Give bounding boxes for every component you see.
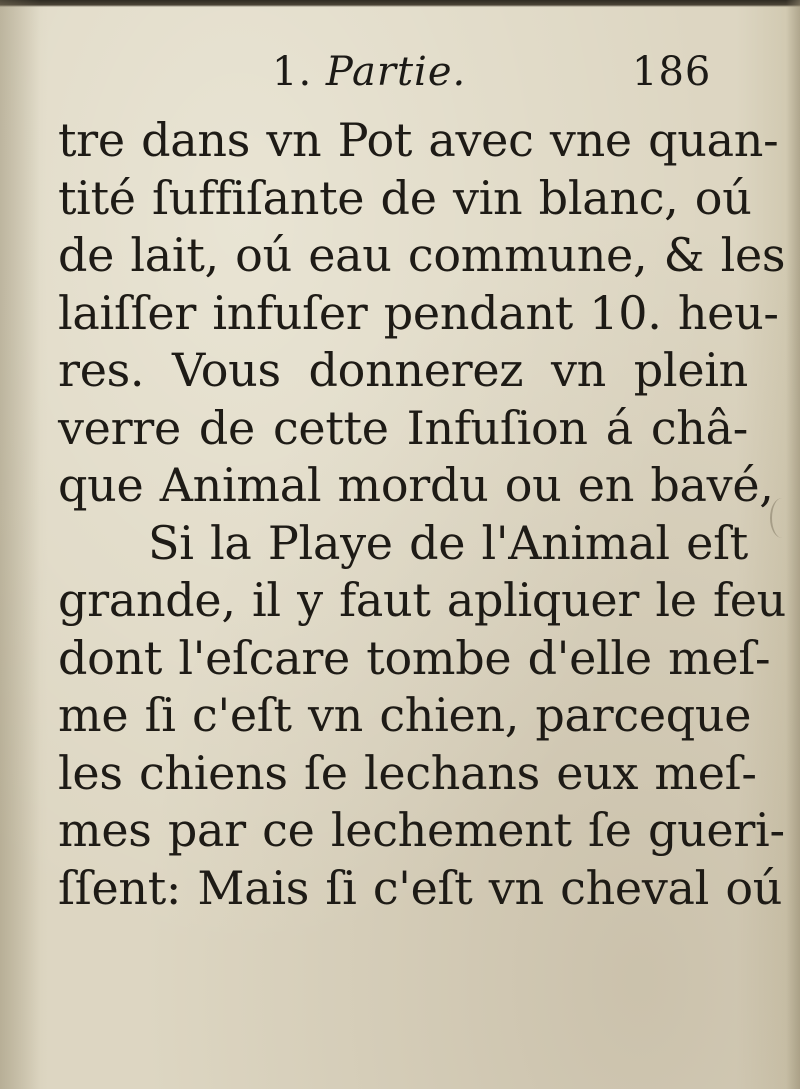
text-line: les chiens ſe lechans eux meſ- <box>58 745 757 800</box>
text-line: me ſi c'eſt vn chien, parceque <box>58 688 752 742</box>
text-line: de lait, oú eau commune, & les <box>58 228 786 282</box>
page-number: 186 <box>632 49 712 95</box>
text-line: ſſent: Mais ſi c'eſt vn cheval oú <box>58 860 783 915</box>
text-line: tité ſuffiſante de vin blanc, oú <box>58 170 752 225</box>
text-line: mes par ce lechement ſe gueri- <box>58 803 785 857</box>
text-line: res. Vous donnerez vn plein <box>58 343 748 397</box>
text-line: dont l'eſcare tombe d'elle meſ- <box>58 630 771 685</box>
paragraph-start-line: Si la Playe de l'Animal eſt <box>148 515 748 570</box>
text-line: grande, il y faut apliquer le feu <box>58 573 786 627</box>
body-text <box>58 112 786 917</box>
page-top-edge <box>0 0 800 7</box>
margin-mark <box>770 498 794 538</box>
text-line: laiſſer infuſer pendant 10. heu- <box>58 285 779 340</box>
part-label: Partie. <box>325 49 467 95</box>
text-line: verre de cette Infuſion á châ- <box>58 400 748 455</box>
running-header <box>0 44 800 104</box>
page-left-shadow <box>0 0 40 1089</box>
text-line: tre dans vn Pot avec vne quan- <box>58 113 779 167</box>
page-right-edge <box>786 0 800 1089</box>
part-number: 1. <box>272 49 313 95</box>
text-line: que Animal mordu ou en bavé, <box>58 458 774 512</box>
part-title <box>272 44 466 100</box>
